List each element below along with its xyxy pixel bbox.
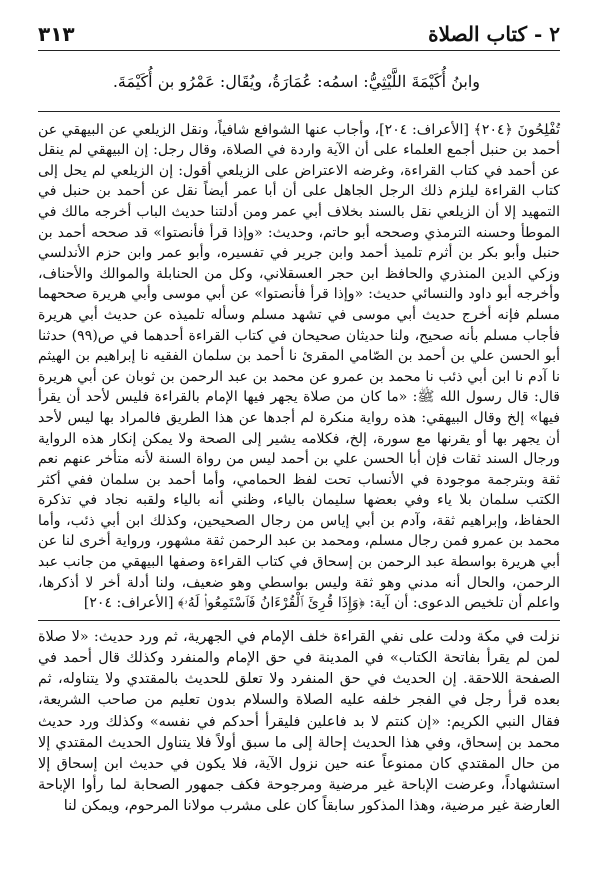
main-text-line: وابنُ أُكَيْمَةَ اللَّيْثِيُّ: اسمُه: عُمَارَةُ، ويُقَال: عَمْرُو بن أُكَيْمَةَ.	[112, 72, 480, 91]
footnote-paragraph-2: نزلت في مكة ودلت على نفي القراءة خلف الإمام في الجهرية، ثم ورد حديث: «لا صلاة لمن لم يقرأ بفاتحة الكتاب» في المدينة في حق الإمام والمنفرد وكذلك قال أحمد في الصفحة اللاحقة. إن الحديث في حق المنفرد ولا تعلق للحديث بالمقتدي ولا يتناوله، ثم بعده قرأ رجل في الفجر خلفه عليه الصلاة والسلام بدون تعليم من صاحب الشريعة، فقال النبي الكريم: «إن كنتم لا بد فاعلين فليقرأ أحدكم في نفسه» وكذلك ورد حديث محمد بن إسحاق، وفي هذا الحديث إحالة إلى ما سبق أولاً فلا يتناول الحديث المقتدي إلا من حال المقتدي كان ممنوعاً عنه حين نزول الآية، فلا يكون في حديث ابن إسحاق إلا استشهاداً، وعرضت الإباحة غير مرضية ومرجوحة فكف جمهور الصحابة لما رأوا الإباحة العارضة غير مرضية، وهذا المذكور سابقاً كان على مشرب مولانا المرحوم، ويمكن لنا	[38, 628, 560, 815]
page-header	[38, 22, 560, 51]
page-number: ٣١٣	[38, 22, 75, 46]
footnote-block	[38, 120, 560, 818]
footnote-paragraph-1: تُفْلِحُونَ ﴿٢٠٤﴾ [الأعراف: ٢٠٤]، وأجاب عنها الشوافع شافياً، ونقل الزيلعي عن البيهقي عن أحمد بن حنبل أجمع العلماء على أن الآية واردة في الصلاة، وقال رجل: إن البيهقي لم ينقل عن أحمد في كتاب القراءة، وغرضه الاعتراض على الزيلعي أقول: إن الزيلعي لم يحل إلى كتاب القراءة ليلزم ذلك الرجل الجاهل على أن أبا عمر أيضاً نقل عن أحمد بن حنبل في التمهيد إلا أن الزيلعي نقل بالسند بخلاف أبي عمر ومن أدلتنا حديث الباب أخرجه مالك في الموطأ وحسنه الترمذي وصححه أبو حاتم، وحديث: «وإذا قرأ فأنصتوا» قد صححه أحمد بن حنبل وأبو بكر بن أثرم تلميذ أحمد وابن جرير في تفسيره، وأبو عمر وابن حزم الأندلسي وزكي الدين المنذري والحافظ ابن حجر العسقلاني، وكل من الحنابلة والموالك والأحناف، وأخرجه أبو داود والنسائي حديث: «وإذا قرأ فأنصتوا» عن أبي موسى وأبي هريرة صححهما مسلم فإنه أخرج حديث أبي موسى في تشهد مسلم وسأله تلميذه عن حديث أبي هريرة فأجاب مسلم بأنه صحيح، ولنا حديثان صحيحان في كتاب القراءة أحدهما في ص(٩٩) حدثنا أبو الحسن علي بن أحمد بن الصّامي المقرئ نا أحمد بن سلمان الفقيه نا إبراهيم بن الهيثم نا آدم نا ابن أبي ذئب نا محمد بن عمرو عن محمد بن عبد الرحمن بن ثوبان عن أبي هريرة قال: قال رسول الله ﷺ: «ما كان من صلاة يجهر فيها الإمام بالقراءة فليس لأحد أن يقرأ فيها» إلخ وقال البيهقي: هذه رواية منكرة لم أجدها عن هذا الطريق فالمراد بها ليس لأحد أن يجهر بها أو يقرنها مع سورة، إلخ، فكلامه يشير إلى الصحة ولا يمكن إنكار هذه الرواية ورجال السند ثقات فإن أبا الحسن علي بن أحمد ليس من رواة السنة لأنه متأخر عنهم نعم ثقة وبترجمة موجودة في الأنساب تحت لفظ الحمامي، وأما أحمد بن سلمان ففي أكثر الكتب سلمان بلا ياء وفي بعضها سليمان بالياء، وظني أنه بالياء ولقبه نجاد في تذكرة الحفاظ، وإبراهيم ثقة، وآدم بن أبي إياس من رجال الصحيحين، وكذلك ابن أبي ذئب، وأما محمد بن عمرو فمن رجال مسلم، ومحمد بن عبد الرحمن ثقة مشهور، ورواية أخرى لنا عن أبي هريرة بواسطة عبد الرحمن بن إسحاق في كتاب القراءة وصفها البيهقي من جانب عبد الرحمن، والحال أنه مدني وهو ثقة وليس بواسطي وهو ضعيف، ولنا أدلة أخر لا أذكرها، واعلم أن تلخيص الدعوى: أن آية: ﴿وَإِذَا قُرِئَ ٱلْقُرْءَانُ فَٱسْتَمِعُوا۟ لَهُۥ﴾ [الأعراف: ٢٠٤]	[38, 121, 560, 612]
footnote-divider	[38, 620, 560, 621]
chapter-title: ٢ - كتاب الصلاة	[428, 22, 560, 46]
footnote-separator	[38, 111, 560, 112]
